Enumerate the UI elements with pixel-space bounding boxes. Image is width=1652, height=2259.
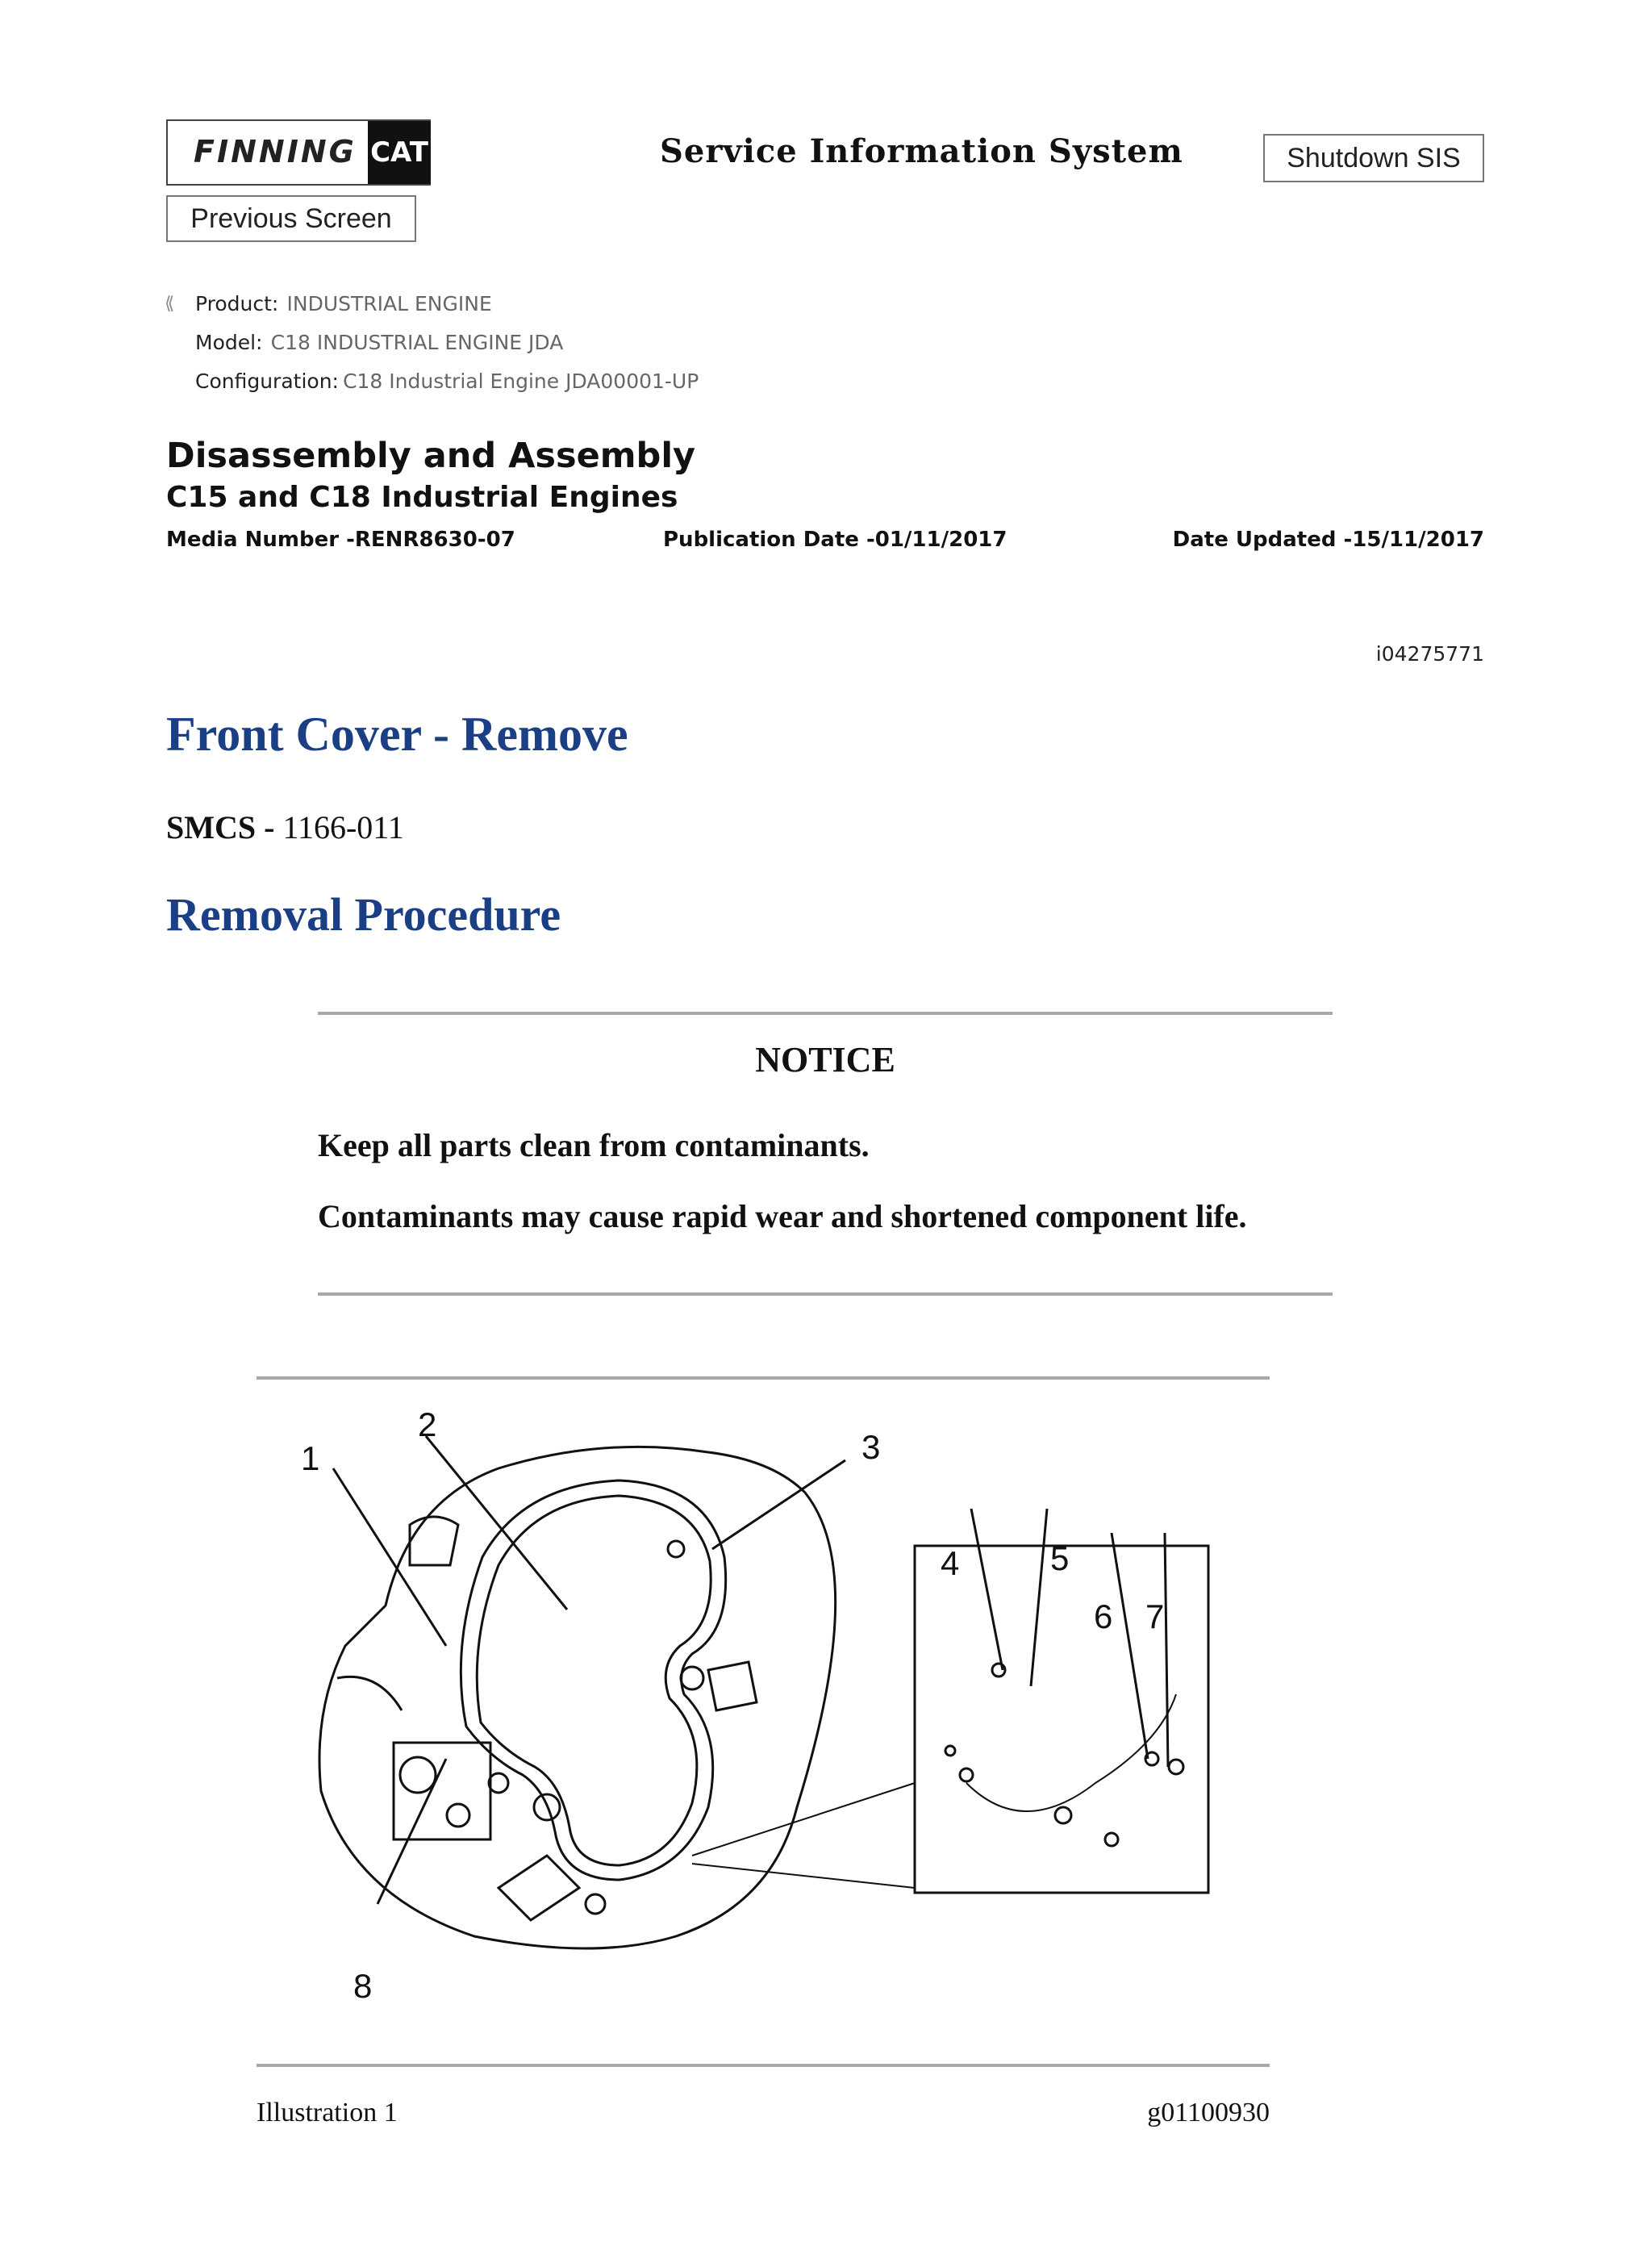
section-title: Front Cover - Remove: [166, 708, 628, 761]
product-row: [195, 292, 492, 315]
illustration-bottom-divider: [257, 2064, 1270, 2067]
date-updated: Date Updated -15/11/2017: [1172, 528, 1484, 552]
configuration-label: Configuration:: [195, 370, 339, 393]
cat-logo-badge: CAT: [368, 121, 431, 184]
illustration-id: g01100930: [1147, 2098, 1270, 2127]
back-arrow-icon[interactable]: ⟪: [165, 294, 175, 314]
detail-leader-lines: [692, 1783, 915, 1888]
callout-8: 8: [353, 1967, 373, 2005]
notice-line-1: Keep all parts clean from contaminants.: [318, 1127, 870, 1163]
callout-5: 5: [1050, 1539, 1070, 1577]
callout-2: 2: [418, 1405, 437, 1443]
model-label: Model:: [195, 331, 263, 354]
document-subtitle: C15 and C18 Industrial Engines: [166, 481, 678, 514]
smcs-label: SMCS -: [166, 809, 275, 846]
notice-top-divider: [318, 1012, 1333, 1015]
callout-7: 7: [1145, 1597, 1165, 1635]
configuration-value: C18 Industrial Engine JDA00001-UP: [343, 370, 699, 393]
illustration-top-divider: [257, 1376, 1270, 1380]
illustration-caption: Illustration 1: [257, 2098, 398, 2127]
model-value: C18 INDUSTRIAL ENGINE JDA: [270, 331, 564, 354]
document-id: i04275771: [1375, 642, 1484, 666]
document-title: Disassembly and Assembly: [166, 436, 696, 476]
configuration-row: [195, 370, 699, 393]
callout-4: 4: [941, 1544, 960, 1582]
shutdown-sis-button[interactable]: Shutdown SIS: [1263, 134, 1484, 182]
smcs-value: 1166-011: [282, 809, 404, 846]
procedure-title: Removal Procedure: [166, 888, 561, 941]
system-title: Service Information System: [660, 132, 1183, 170]
front-cover-illustration: [257, 1404, 1270, 2017]
previous-screen-button[interactable]: Previous Screen: [166, 195, 416, 242]
smcs-code: [166, 808, 404, 846]
engine-housing-outline: [319, 1447, 836, 1948]
product-value: INDUSTRIAL ENGINE: [286, 292, 492, 315]
notice-bottom-divider: [318, 1292, 1333, 1296]
model-row: [195, 331, 563, 354]
publication-date: Publication Date -01/11/2017: [663, 528, 1007, 552]
callout-1: 1: [301, 1439, 320, 1477]
media-number: Media Number -RENR8630-07: [166, 528, 515, 552]
finning-logo-text: FINNING: [194, 134, 357, 169]
callout-3: 3: [861, 1428, 881, 1466]
notice-line-2: Contaminants may cause rapid wear and shortened component life.: [318, 1198, 1247, 1234]
notice-title: NOTICE: [755, 1040, 895, 1079]
gasket-inner-outline: [477, 1496, 711, 1865]
callout-6: 6: [1094, 1597, 1113, 1635]
product-label: Product:: [195, 292, 279, 315]
